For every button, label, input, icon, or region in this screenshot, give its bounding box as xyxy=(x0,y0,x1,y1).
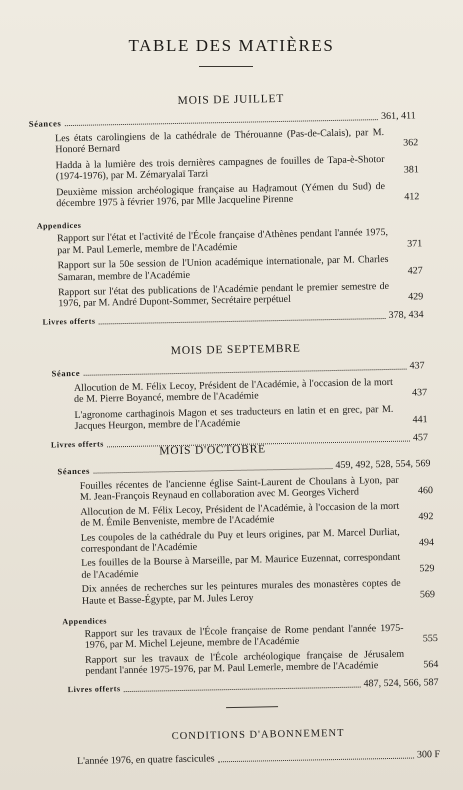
leader-dots xyxy=(124,686,361,692)
page-number: 381 xyxy=(403,164,419,176)
leader-dots xyxy=(99,318,386,325)
toc-content xyxy=(0,88,463,790)
abonnement-price: 300 F xyxy=(416,749,441,761)
livres-label: Livres offerts xyxy=(67,683,121,694)
page-number: 427 xyxy=(407,264,423,277)
toc-entry: Allocution de M. Félix Lecoy, Président de l'Académie, à l'occasion de la mort de M. Émile Benveniste, membre de l'Académie 492 xyxy=(80,500,434,530)
page-number: 441 xyxy=(412,414,428,426)
abonnement-text: L'année 1976, en quatre fascicules xyxy=(76,753,215,768)
toc-entry: Rapport sur les travaux de l'École archéologique française de Jérusalem pendant l'année 1975-1976, par M. Paul Lemerle, membre de l'Académie 564 xyxy=(85,648,439,678)
appendices-juillet xyxy=(49,227,423,311)
toc-entry: Rapport sur les travaux de l'École française de Rome pendant l'année 1975-1976, par M. Michel Lejeune, membre de l'Académie 555 xyxy=(84,622,438,652)
livres-pages: 378, 434 xyxy=(388,309,424,321)
page-number: 555 xyxy=(422,633,438,645)
toc-entry: Rapport sur l'état des publications de l'Académie pendant le premier semestre de 1976, par M. André Dupont-Sommer, Secrétaire perpétuel 429 xyxy=(57,280,424,310)
seances-label: Séances xyxy=(28,118,62,129)
section-octobre xyxy=(1,440,463,713)
leader-dots xyxy=(83,369,406,376)
appendices-label: Appendices xyxy=(62,616,108,627)
entries-octobre xyxy=(72,474,435,607)
entries-septembre xyxy=(66,376,428,433)
seances-pages: 361, 411 xyxy=(380,110,416,123)
page-number: 569 xyxy=(419,588,436,601)
page-number: 371 xyxy=(407,238,423,250)
toc-entry: Les coupoles de la cathédrale du Puy et leurs origines, par M. Marcel Durliat, correspondant de l'Académie 494 xyxy=(80,526,435,555)
page-number: 429 xyxy=(408,291,424,304)
toc-entry: Deuxième mission archéologique française au Haḍramout (Yémen du Sud) de décembre 1975 à février 1976, par Mlle Jacqueline Pirenne 412 xyxy=(56,180,420,210)
section-divider xyxy=(226,706,278,708)
section-septembre xyxy=(0,340,463,452)
title-rule xyxy=(199,66,253,67)
toc-entry: Fouilles récentes de l'ancienne église Saint-Laurent de Choulans à Lyon, par M. Jean-François Reynaud en collaboration avec M. Georges Vicherd 460 xyxy=(79,474,434,504)
month-heading-juillet: MOIS DE JUILLET xyxy=(177,92,285,107)
livres-label: Livres offerts xyxy=(42,316,96,327)
seance-page: 437 xyxy=(409,360,425,372)
livres-row-octobre xyxy=(68,677,439,696)
page-number: 564 xyxy=(423,659,439,671)
appendices-octobre xyxy=(77,622,439,678)
abonnement-heading: CONDITIONS D'ABONNEMENT xyxy=(171,727,345,743)
toc-entry: Hadda à la lumière des trois dernières campagnes de fouilles de Tapa-è-Shotor (1974-1976), par M. Zémaryalaï Tarzi 381 xyxy=(55,153,419,183)
livres-label: Livres offerts xyxy=(50,439,104,450)
leader-dots xyxy=(218,758,414,763)
page-number: 437 xyxy=(411,387,428,399)
seances-pages: 459, 492, 528, 554, 569 xyxy=(335,458,431,471)
seances-label: Séances xyxy=(57,465,91,477)
page-number: 529 xyxy=(419,562,435,575)
leader-dots xyxy=(93,468,332,474)
month-heading-octobre: MOIS D'OCTOBRE xyxy=(159,443,267,458)
toc-entry: L'agronome carthaginois Magon et ses traducteurs en latin et en grec, par M. Jacques Heurgon, membre de l'Académie 441 xyxy=(74,403,428,433)
page-number: 362 xyxy=(403,137,419,150)
month-heading-septembre: MOIS DE SEPTEMBRE xyxy=(170,342,301,358)
seance-label: Séance xyxy=(51,367,81,379)
page-number: 494 xyxy=(418,537,435,549)
section-abonnement xyxy=(7,725,463,769)
livres-page: 457 xyxy=(412,431,429,444)
toc-entry: Les fouilles de la Bourse à Marseille, par M. Maurice Euzennat, correspondant de l'Académie 529 xyxy=(81,552,435,581)
toc-entry: Rapport sur l'état et l'activité de l'École française d'Athènes pendant l'année 1975, par M. Paul Lemerle, membre de l'Académie 371 xyxy=(56,227,423,257)
page-number: 492 xyxy=(418,511,434,523)
toc-entry: Les états carolingiens de la cathédrale de Thérouanne (Pas-de-Calais), par M. Honoré Bernard 362 xyxy=(55,126,419,156)
toc-entry: Rapport sur la 50e session de l'Union académique internationale, par M. Charles Samaran, membre de l'Académie 427 xyxy=(57,254,423,283)
entries-juillet xyxy=(47,126,419,210)
page-number: 412 xyxy=(404,191,420,203)
section-juillet xyxy=(0,90,462,330)
page-number: 460 xyxy=(417,485,434,497)
livres-row-juillet xyxy=(43,309,424,328)
page-title: TABLE DES MATIÈRES xyxy=(128,36,335,55)
toc-entry: Dix années de recherches sur les peintures murales des monastères coptes de Haute et Basse-Égypte, par M. Jules Leroy 569 xyxy=(81,578,436,607)
leader-dots xyxy=(64,119,378,126)
abonnement-row xyxy=(77,749,440,768)
toc-entry: Allocution de M. Félix Lecoy, Président de l'Académie, à l'occasion de la mort de M. Pierre Boyancé, membre de l'Académie 437 xyxy=(73,376,428,406)
livres-pages: 487, 524, 566, 587 xyxy=(363,676,439,690)
appendices-label: Appendices xyxy=(36,221,82,232)
